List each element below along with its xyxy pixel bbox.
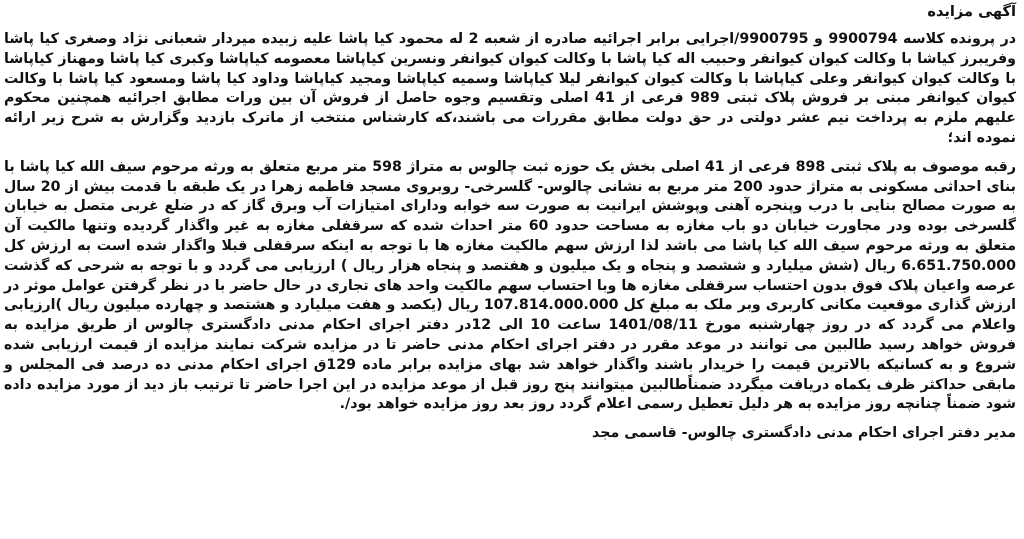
notice-paragraph-property: رقبه موصوف به پلاک ثبتی 898 فرعی از 41 اصلی بخش یک حوزه ثبت چالوس به متراژ 598 متر مربع متعلق به ورثه مرحوم سیف الله کیا پاشا با بنای احداثی مسکونی به متراژ حدود 200 متر مربع به نشانی چالوس- گلسرخی- روبروی مسجد فاطمه زهرا در یک طبقه با قدمت بیش از 20 سال به صورت مصالح بنایی با درب وپنجره آهنی وپوشش ایرانیت به صورت سه خوابه ودارای امتیازات آب وبرق گاز که در ضلع غربی متصل به خیابان گلسرخی بوده ودر مجاورت خیابان دو باب مغازه به مساحت حدود 60 متر احداث شده که سرقفلی مغازه به غیر واگذار گردیده وتنها مالکیت آن متعلق به ورثه مرحوم سیف الله کیا پاشا می باشد لذا ارزش سهم مالکیت مغازه ها با توجه به اینکه سرقفلی قبلا واگذار شده است به ارزش کل 6.651.750.000 ریال (شش میلیارد و ششصد و پنجاه و یک میلیون و هفتصد و پنجاه هزار ریال ) ارزیابی می گردد و با توجه به شرحی که گذشت عرصه واعیان پلاک فوق بدون احتساب سرقفلی مغازه ها وبا احتساب سهم مالکیت واحد های تجاری در حال حاضر با در نظر گرفتن عوامل موثر در ارزش گذاری موقعیت مکانی کاربری وبر ملک به مبلغ کل 107.814.000.000 ریال (یکصد و هفت میلیارد و هشتصد و چهارده میلیون ریال )ارزیابی واعلام می گردد که در روز چهارشنبه مورخ 1401/08/11 ساعت 10 الی 12در دفتر اجرای احکام مدنی دادگستری چالوس از طریق مزایده به فروش خواهد رسید طالبین می توانند در موعد مقرر در دفتر اجرای احکام مدنی حاضر تا در مزایده شرکت نمایند مزایده از قیمت ارزیابی شده شروع و به کسانیکه بالاترین قیمت را خریدار باشند واگذار خواهد شد بهای مزایده برابر ماده 129ق اجرای احکام مدنی ده درصد فی المجلس و مابقی حداکثر ظرف یکماه دریافت میگردد ضمناًطالبین میتوانند پنج روز قبل از موعد مزایده در این اجرا حاضر تا ترتیب باز دید از مورد مزایده داده شود ضمناً چنانچه روز مزایده به هر دلیل تعطیل رسمی اعلام گردد روز بعد روز مزایده خواهد بود/. [4,158,1017,413]
notice-paragraph-case: در پرونده کلاسه 9900794 و 9900795/اجرایی برابر اجرائیه صادره از شعبه 2 له محمود کیا پاشا علیه زبیده میردار شعبانی نژاد وصغری کیا پاشا وفریبرز کیاشا با وکالت کیوان کیوانفر وحبیب اله کیا پاشا با وکالت کیوان کیوانفر ونسرین کیاپاشا معصومه کیاپاشا وکبری کیا پاشا ومهناز کیاپاشا با وکالت کیوان کیوانفر وعلی کیاپاشا با وکالت کیوان کیوانفر لیلا کیاپاشا وسمیه کیاپاشا ومجید کیاپاشا وداود کیا پاشا ومسعود کیا پاشا با وکالت کیوان کیوانفر مبنی بر فروش پلاک ثبتی 989 فرعی از 41 اصلی وتقسیم وجوه حاصل از فروش آن بین ورات مطابق اجرائیه همچنین محکوم علیهم ملزم به پرداخت نیم عشر دولتی در حق دولت مطابق مقررات می باشند،که کارشناس منتخب از ماترک بازدید وگزارش به شرح زیر ارائه نموده اند؛ [4,31,1017,146]
notice-signature: مدیر دفتر اجرای احکام مدنی دادگستری چالوس- قاسمی مجد [592,425,1016,442]
auction-notice [4,2,1016,444]
notice-title: آگهی مزایده [927,3,1016,20]
